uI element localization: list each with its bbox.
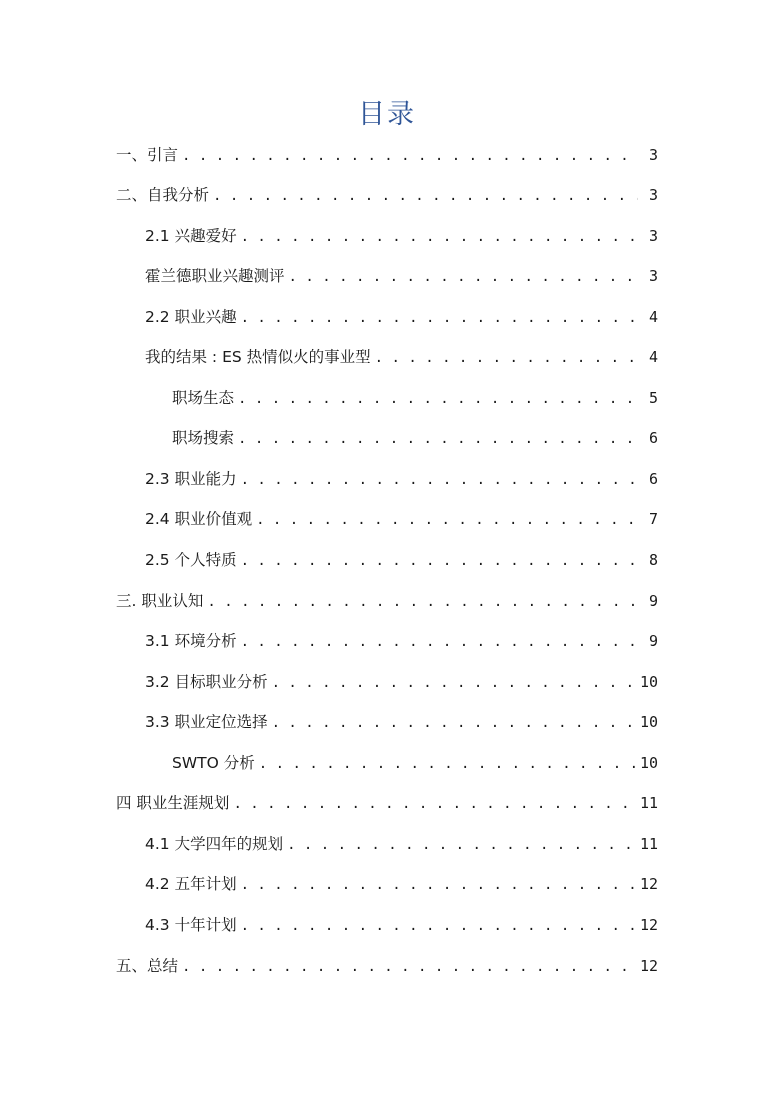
toc-entry-personal-traits[interactable] (145, 548, 658, 572)
toc-entry-summary[interactable] (116, 954, 658, 978)
toc-entry-page: 7 (648, 510, 658, 528)
dot-leader (238, 427, 638, 451)
dot-leader (259, 752, 638, 776)
dot-leader (256, 508, 638, 532)
toc-entry-label: 霍兰德职业兴趣测评 (145, 267, 285, 285)
toc-entry-page: 8 (648, 551, 658, 569)
toc-entry-label: 我的结果 : ES 热情似火的事业型 (145, 348, 371, 366)
toc-entry-label: 2.4 职业价值观 (145, 510, 253, 528)
toc-entry-workplace-ecology[interactable] (172, 386, 658, 410)
toc-entry-label: 2.2 职业兴趣 (145, 308, 237, 326)
toc-entry-label: 2.3 职业能力 (145, 470, 237, 488)
toc-entry-page: 10 (639, 673, 658, 691)
toc-entry-page: 12 (639, 875, 658, 893)
toc-entry-five-year-plan[interactable] (145, 872, 658, 896)
toc-entry-page: 9 (648, 632, 658, 650)
dot-leader (182, 144, 638, 168)
toc-entry-page: 12 (639, 957, 658, 975)
toc-entry-label: 2.1 兴趣爱好 (145, 227, 237, 245)
toc-entry-page: 3 (648, 146, 658, 164)
toc-entry-label: 二、自我分析 (116, 186, 210, 204)
toc-entry-label: 2.5 个人特质 (145, 551, 237, 569)
dot-leader (241, 225, 638, 249)
toc-entry-label: 职场生态 (172, 389, 235, 407)
toc-entry-label: 3.2 目标职业分析 (145, 673, 268, 691)
toc-entry-page: 3 (648, 267, 658, 285)
toc-entry-career-interest[interactable] (145, 305, 658, 329)
toc-entry-page: 4 (648, 348, 658, 366)
toc-entry-ten-year-plan[interactable] (145, 913, 658, 937)
toc-entry-my-result[interactable] (145, 345, 658, 369)
dot-leader (241, 549, 638, 573)
toc-entry-label: 四 职业生涯规划 (116, 794, 230, 812)
dot-leader (241, 468, 638, 492)
toc-entry-label: 一、引言 (116, 146, 179, 164)
toc-entry-page: 10 (639, 713, 658, 731)
toc-entry-swto-analysis[interactable] (172, 751, 658, 775)
dot-leader (289, 265, 638, 289)
toc-entry-introduction[interactable] (116, 143, 658, 167)
toc-entry-page: 10 (639, 754, 658, 772)
toc-entry-self-analysis[interactable] (116, 183, 658, 207)
toc-entry-label: 3.3 职业定位选择 (145, 713, 268, 731)
toc-entry-page: 4 (648, 308, 658, 326)
toc-entry-label: 三. 职业认知 (116, 592, 204, 610)
toc-entry-career-ability[interactable] (145, 467, 658, 491)
toc-entry-label: 4.2 五年计划 (145, 875, 237, 893)
dot-leader (272, 711, 638, 735)
toc-entry-career-cognition[interactable] (116, 589, 658, 613)
dot-leader (207, 590, 638, 614)
toc-entry-page: 11 (639, 835, 658, 853)
toc-entry-page: 6 (648, 429, 658, 447)
toc-entry-page: 3 (648, 186, 658, 204)
toc-entry-label: 4.1 大学四年的规划 (145, 835, 284, 853)
toc-entry-page: 5 (648, 389, 658, 407)
toc-entry-career-planning[interactable] (116, 791, 658, 815)
dot-leader (241, 630, 638, 654)
toc-entry-four-year-plan[interactable] (145, 832, 658, 856)
toc-entry-workplace-search[interactable] (172, 426, 658, 450)
dot-leader (272, 671, 638, 695)
toc-entry-environment-analysis[interactable] (145, 629, 658, 653)
dot-leader (241, 873, 638, 897)
dot-leader (375, 346, 638, 370)
toc-entry-label: 4.3 十年计划 (145, 916, 237, 934)
toc-entry-holland-test[interactable] (145, 264, 658, 288)
toc-entry-page: 3 (648, 227, 658, 245)
toc-entry-page: 6 (648, 470, 658, 488)
toc-entry-label: 3.1 环境分析 (145, 632, 237, 650)
toc-entry-label: SWTO 分析 (172, 754, 255, 772)
dot-leader (233, 792, 638, 816)
toc-entry-label: 五、总结 (116, 957, 179, 975)
toc-entry-hobbies[interactable] (145, 224, 658, 248)
dot-leader (213, 184, 638, 208)
toc-title: 目录 (358, 99, 416, 130)
dot-leader (238, 387, 638, 411)
toc-entry-page: 12 (639, 916, 658, 934)
toc-entry-target-career-analysis[interactable] (145, 670, 658, 694)
toc-entry-page: 11 (639, 794, 658, 812)
toc-entry-page: 9 (648, 592, 658, 610)
toc-entry-career-values[interactable] (145, 507, 658, 531)
toc-entry-career-positioning[interactable] (145, 710, 658, 734)
dot-leader (287, 833, 638, 857)
toc-entry-label: 职场搜索 (172, 429, 235, 447)
dot-leader (241, 914, 638, 938)
dot-leader (241, 306, 638, 330)
dot-leader (182, 955, 638, 979)
